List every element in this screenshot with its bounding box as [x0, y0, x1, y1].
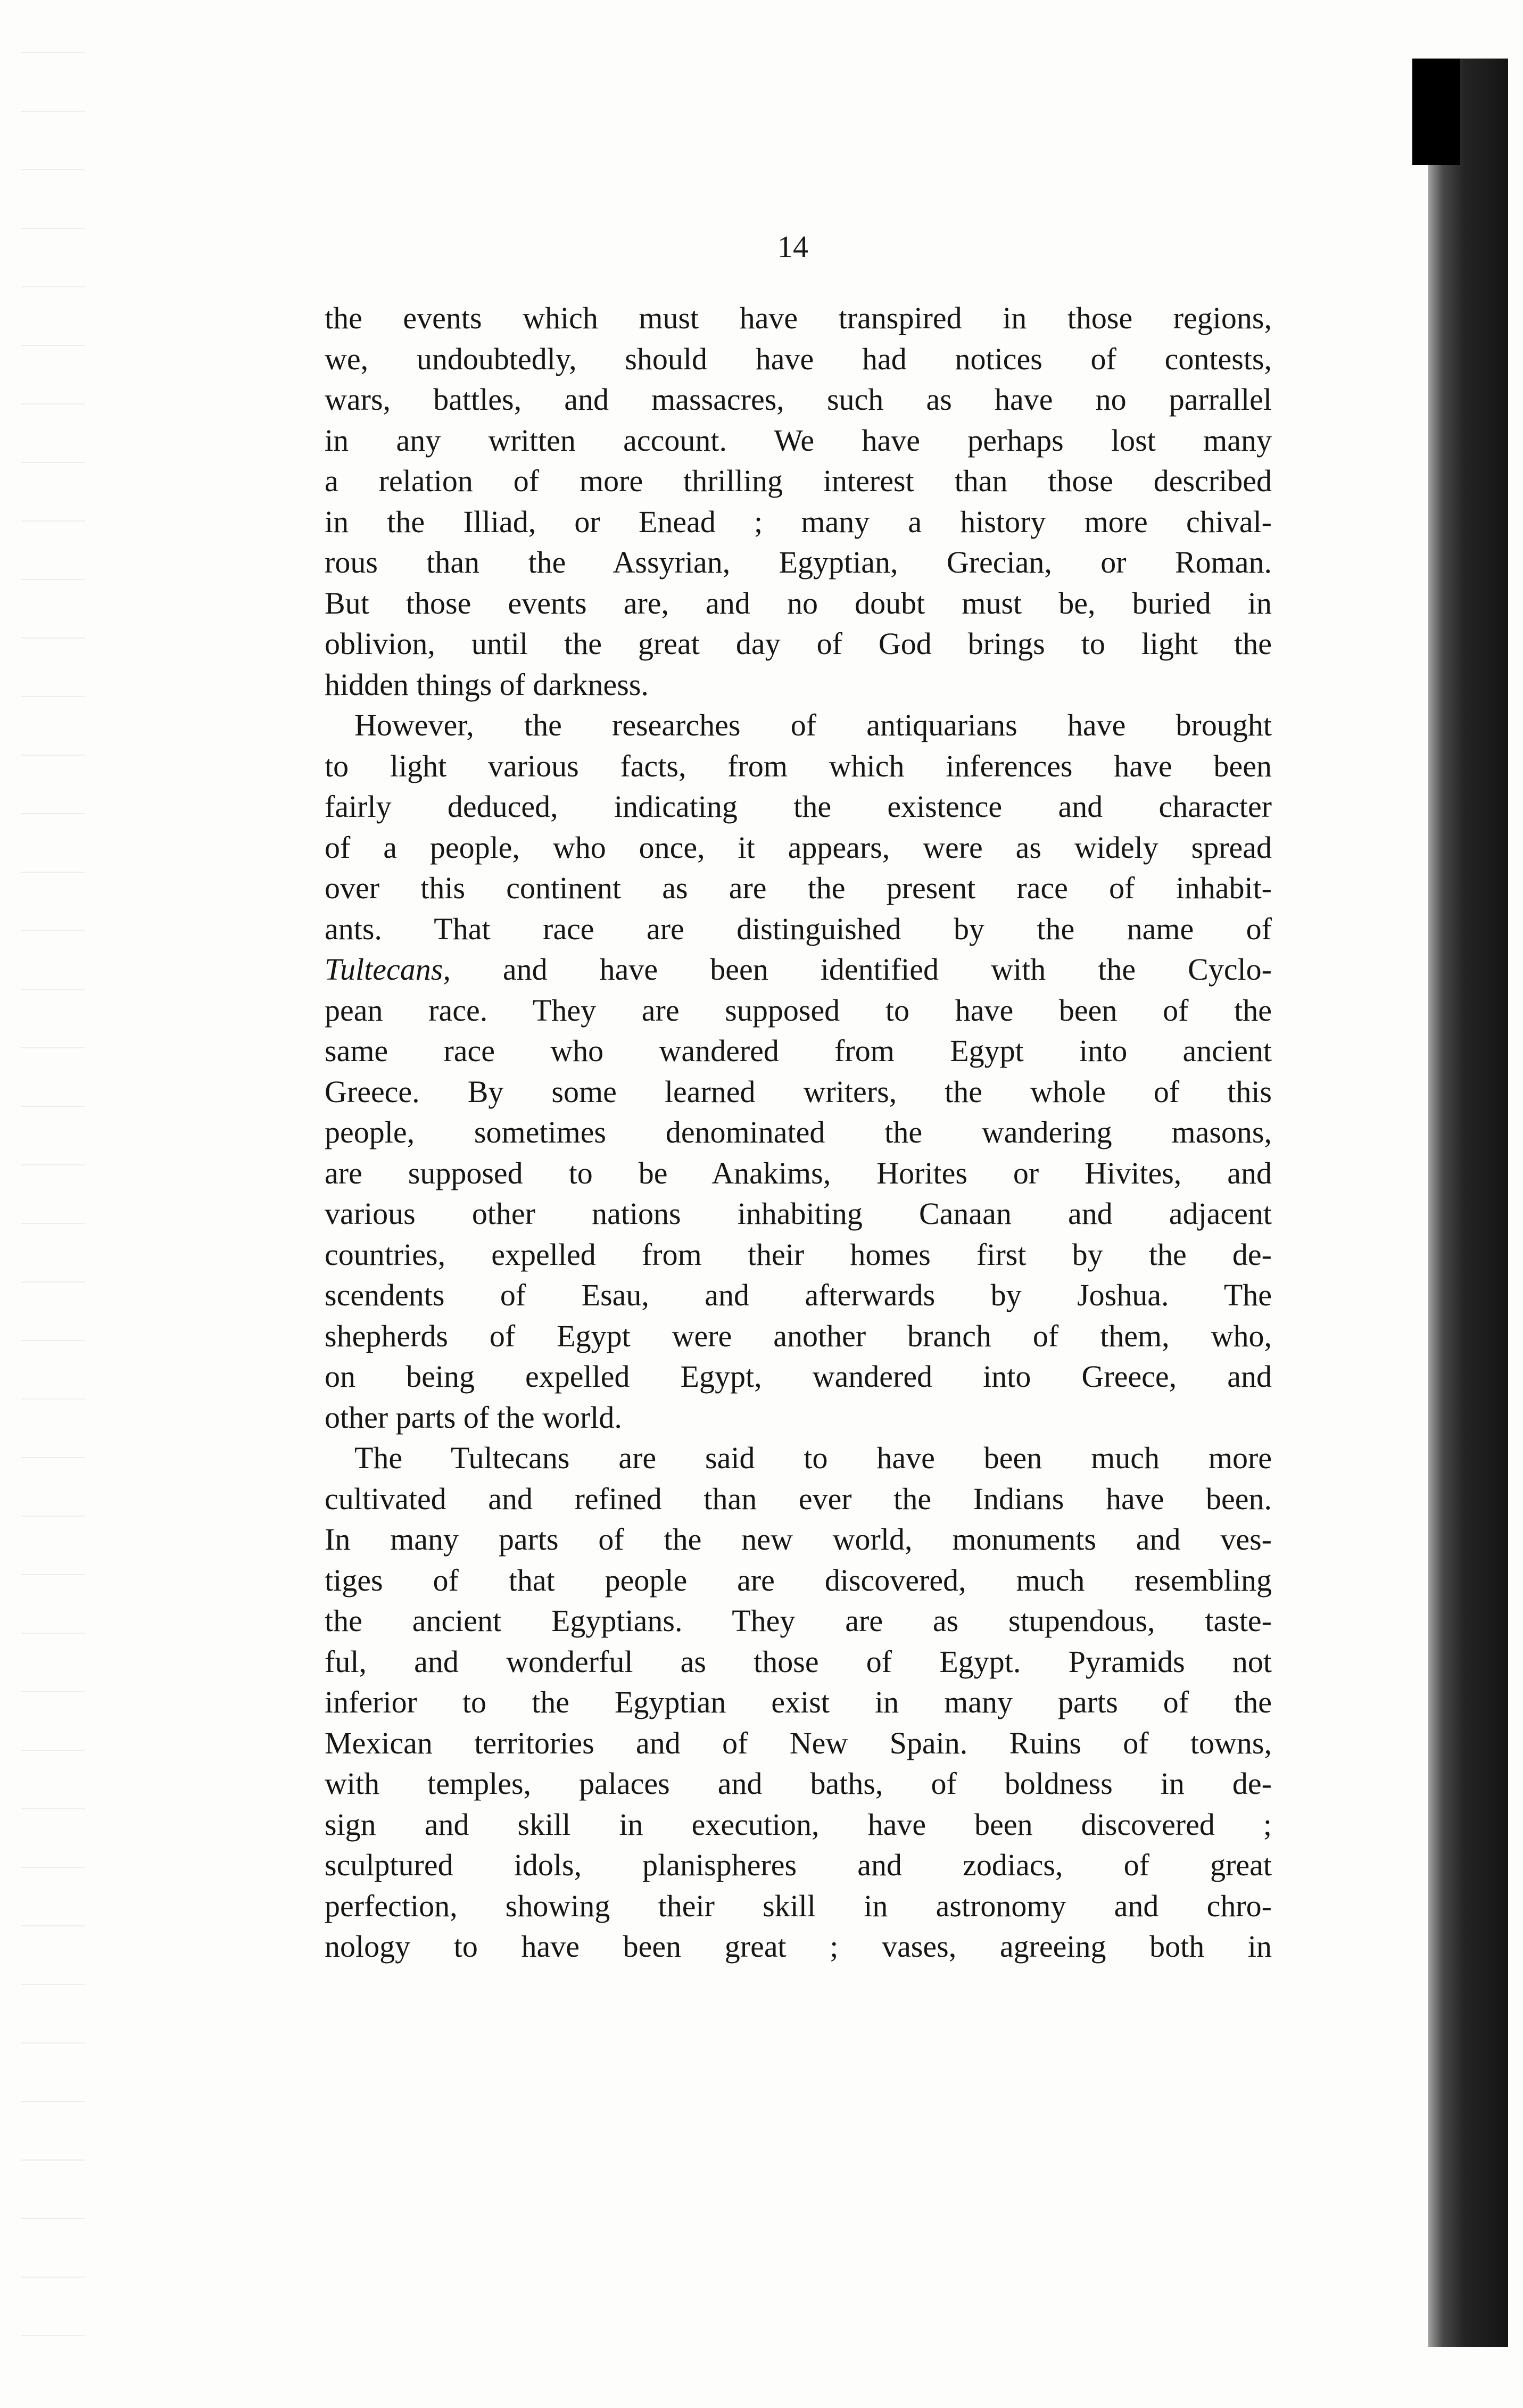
text-line: However, the researches of antiquarians have brought — [354, 708, 1272, 742]
text-line: But those events are, and no doubt must be, buried in — [325, 585, 1272, 620]
text-line: of a people, who once, it appears, were as widely spread — [325, 830, 1272, 865]
text-line: inferior to the Egyptian exist in many parts of the — [325, 1685, 1272, 1719]
text-line: fairly deduced, indicating the existence and character — [325, 789, 1272, 824]
binding-shadow — [1428, 59, 1508, 2347]
text-line: rous than the Assyrian, Egyptian, Grecian, or Roman. — [325, 545, 1272, 580]
text-line: in the Illiad, or Enead ; many a history more chival- — [325, 504, 1272, 539]
scan-noise — [21, 32, 85, 2373]
text-line: the ancient Egyptians. They are as stupendous, taste- — [325, 1603, 1272, 1638]
text-line: oblivion, until the great day of God brings to light the — [325, 626, 1272, 661]
text-line: ants. That race are distinguished by the name of — [325, 911, 1272, 946]
italic-term: Tultecans, — [325, 952, 451, 987]
text-line: shepherds of Egypt were another branch of them, who, — [325, 1318, 1272, 1353]
text-line: Mexican territories and of New Spain. Ruins of towns, — [325, 1725, 1272, 1760]
text-line: cultivated and refined than ever the Indians have been. — [325, 1481, 1272, 1516]
text-line: in any written account. We have perhaps lost many — [325, 423, 1272, 458]
text-line: wars, battles, and massacres, such as have no parrallel — [325, 382, 1272, 417]
text-line: perfection, showing their skill in astronomy and chro- — [325, 1888, 1272, 1923]
text-line: over this continent as are the present race of inhabit- — [325, 871, 1272, 905]
text-line: a relation of more thrilling interest than those described — [325, 464, 1272, 498]
text-line: pean race. They are supposed to have been of the — [325, 992, 1272, 1028]
text-line: ful, and wonderful as those of Egypt. Pyramids not — [325, 1644, 1272, 1679]
binding-shadow-top — [1412, 59, 1460, 165]
text-segment: and have been identified with the Cyclo- — [450, 952, 1272, 987]
text-line: sculptured idols, planispheres and zodiacs, of great — [325, 1848, 1272, 1882]
text-line: scendents of Esau, and afterwards by Joshua. The — [325, 1278, 1272, 1312]
text-line: with temples, palaces and baths, of boldness in de- — [325, 1766, 1272, 1801]
text-line: people, sometimes denominated the wandering masons, — [325, 1115, 1272, 1149]
text-line: various other nations inhabiting Canaan and adjacent — [325, 1196, 1272, 1231]
text-line: on being expelled Egypt, wandered into Greece, and — [325, 1359, 1272, 1394]
text-line: hidden things of darkness. — [325, 667, 649, 702]
body-text — [325, 298, 1272, 1967]
text-line: are supposed to be Anakims, Horites or Hivites, and — [325, 1155, 1272, 1190]
text-line — [325, 949, 1272, 990]
text-line: we, undoubtedly, should have had notices of contests, — [325, 341, 1272, 376]
text-line: same race who wandered from Egypt into ancient — [325, 1033, 1272, 1068]
text-line: tiges of that people are discovered, much resembling — [325, 1562, 1272, 1598]
text-line: In many parts of the new world, monuments and ves- — [325, 1522, 1272, 1557]
text-line: nology to have been great ; vases, agreeing both in — [325, 1929, 1272, 1964]
text-line: other parts of the world. — [325, 1400, 622, 1435]
text-line: The Tultecans are said to have been much more — [354, 1441, 1272, 1475]
text-line: the events which must have transpired in those regions, — [325, 301, 1272, 335]
text-line: sign and skill in execution, have been discovered ; — [325, 1807, 1272, 1842]
text-line: countries, expelled from their homes first by the de- — [325, 1237, 1272, 1272]
page-number: 14 — [777, 229, 808, 264]
text-line: Greece. By some learned writers, the whole of this — [325, 1074, 1272, 1109]
text-line: to light various facts, from which inferences have been — [325, 748, 1272, 783]
